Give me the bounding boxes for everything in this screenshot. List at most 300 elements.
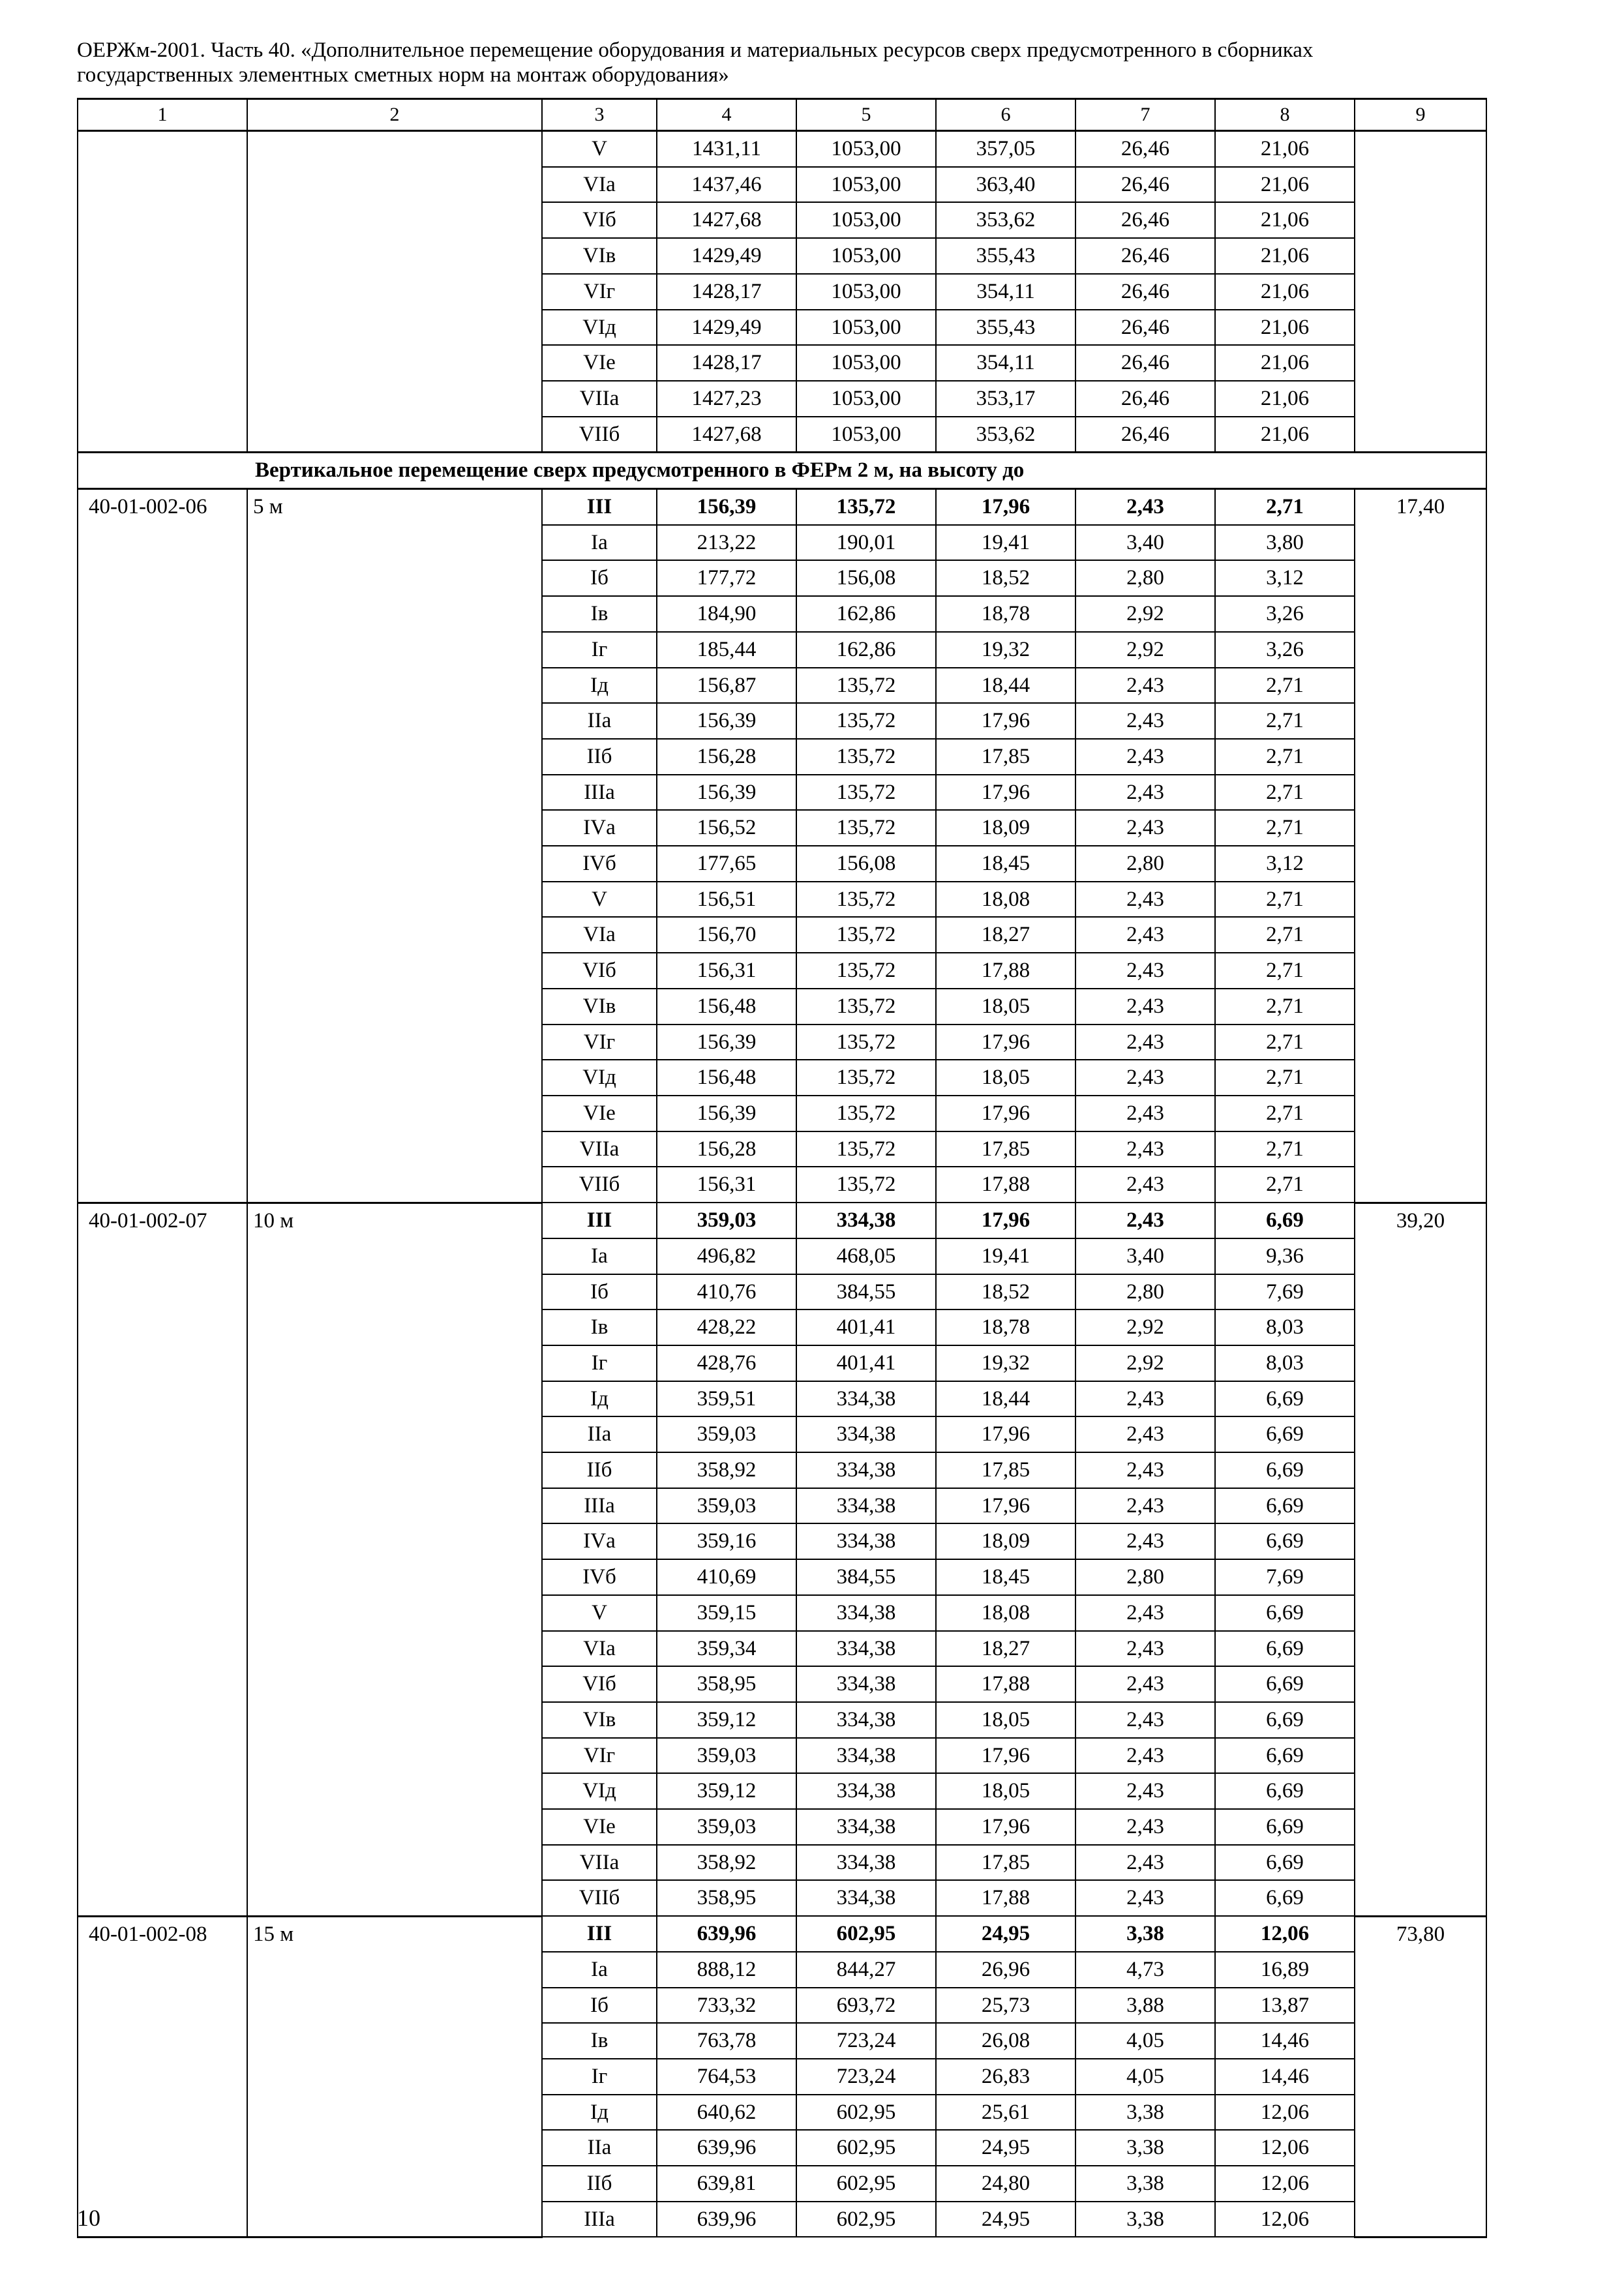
zone-cell: VIе: [542, 1809, 657, 1845]
col-6-cell: 18,05: [936, 1060, 1075, 1096]
zone-cell: Iв: [542, 1309, 657, 1345]
name-cell: [247, 1595, 542, 1631]
col-5-cell: 723,24: [796, 2023, 936, 2059]
col-9-cell: [1355, 1523, 1486, 1559]
col-4-cell: 410,69: [657, 1559, 796, 1595]
code-cell: [78, 1595, 247, 1631]
col-4-cell: 156,48: [657, 1060, 796, 1096]
code-cell: [78, 775, 247, 811]
col-4-cell: 763,78: [657, 2023, 796, 2059]
col-6-cell: 19,41: [936, 1238, 1075, 1274]
col-8-cell: 6,69: [1215, 1488, 1355, 1524]
zone-cell: III: [542, 1203, 657, 1238]
col-4-cell: 358,95: [657, 1880, 796, 1916]
col-6-cell: 354,11: [936, 274, 1075, 310]
col-5-cell: 334,38: [796, 1845, 936, 1881]
col-9-cell: [1355, 1131, 1486, 1167]
name-cell: [247, 632, 542, 668]
col-8-cell: 2,71: [1215, 775, 1355, 811]
col-6-cell: 19,32: [936, 1345, 1075, 1381]
col-9-cell: 39,20: [1355, 1203, 1486, 1238]
col-9-cell: [1355, 668, 1486, 704]
col-8-cell: 6,69: [1215, 1702, 1355, 1738]
name-cell: [247, 2095, 542, 2131]
col-5-cell: 162,86: [796, 596, 936, 632]
col-8-cell: 2,71: [1215, 1060, 1355, 1096]
col-7-cell: 3,88: [1075, 1988, 1215, 2024]
col-9-cell: [1355, 274, 1486, 310]
code-cell: [78, 310, 247, 346]
table-row: [78, 1845, 1486, 1881]
col-6-cell: 25,73: [936, 1988, 1075, 2024]
table-row: [78, 1702, 1486, 1738]
col-6-cell: 18,45: [936, 1559, 1075, 1595]
col-5-cell: 334,38: [796, 1381, 936, 1417]
col-4-cell: 1437,46: [657, 167, 796, 203]
col-7-cell: 26,46: [1075, 202, 1215, 238]
table-row: [78, 989, 1486, 1025]
code-cell: [78, 417, 247, 453]
col-4-cell: 359,34: [657, 1631, 796, 1667]
col-6-cell: 24,80: [936, 2166, 1075, 2202]
col-7-cell: 2,80: [1075, 560, 1215, 596]
col-7-cell: 2,43: [1075, 989, 1215, 1025]
col-6-cell: 17,88: [936, 1880, 1075, 1916]
table-row: [78, 1452, 1486, 1488]
code-cell: [78, 1060, 247, 1096]
col-4-cell: 359,12: [657, 1702, 796, 1738]
zone-cell: Iд: [542, 1381, 657, 1417]
column-number: 2: [247, 99, 542, 131]
zone-cell: IIб: [542, 2166, 657, 2202]
col-5-cell: 334,38: [796, 1595, 936, 1631]
col-5-cell: 334,38: [796, 1631, 936, 1667]
col-5-cell: 384,55: [796, 1559, 936, 1595]
table-row: [78, 560, 1486, 596]
col-4-cell: 1427,68: [657, 417, 796, 453]
col-4-cell: 185,44: [657, 632, 796, 668]
code-cell: [78, 1131, 247, 1167]
name-cell: [247, 2059, 542, 2095]
col-7-cell: 2,43: [1075, 1880, 1215, 1916]
col-8-cell: 2,71: [1215, 739, 1355, 775]
name-cell: [247, 1738, 542, 1774]
zone-cell: VIд: [542, 310, 657, 346]
col-5-cell: 1053,00: [796, 131, 936, 167]
table-row: [78, 1809, 1486, 1845]
col-7-cell: 2,43: [1075, 1523, 1215, 1559]
col-9-cell: [1355, 953, 1486, 989]
col-7-cell: 2,43: [1075, 1488, 1215, 1524]
col-8-cell: 21,06: [1215, 345, 1355, 381]
col-9-cell: [1355, 345, 1486, 381]
col-8-cell: 21,06: [1215, 167, 1355, 203]
zone-cell: IIIа: [542, 775, 657, 811]
zone-cell: III: [542, 1916, 657, 1952]
col-9-cell: [1355, 2166, 1486, 2202]
col-6-cell: 19,41: [936, 525, 1075, 561]
table-row: [78, 1416, 1486, 1452]
col-5-cell: 135,72: [796, 739, 936, 775]
col-9-cell: [1355, 1595, 1486, 1631]
col-5-cell: 401,41: [796, 1309, 936, 1345]
zone-cell: V: [542, 882, 657, 918]
zone-cell: VIа: [542, 1631, 657, 1667]
zone-cell: Iб: [542, 1274, 657, 1310]
table-row: [78, 739, 1486, 775]
col-9-cell: [1355, 775, 1486, 811]
name-cell: [247, 668, 542, 704]
name-cell: [247, 381, 542, 417]
col-6-cell: 18,78: [936, 1309, 1075, 1345]
column-number: 4: [657, 99, 796, 131]
col-4-cell: 156,28: [657, 739, 796, 775]
name-cell: [247, 1381, 542, 1417]
name-cell: [247, 1274, 542, 1310]
table-row: [78, 131, 1486, 167]
zone-cell: VIIб: [542, 1880, 657, 1916]
col-4-cell: 156,48: [657, 989, 796, 1025]
col-4-cell: 213,22: [657, 525, 796, 561]
zone-cell: VIд: [542, 1060, 657, 1096]
table-row: [78, 1595, 1486, 1631]
name-cell: 5 м: [247, 489, 542, 525]
col-8-cell: 6,69: [1215, 1809, 1355, 1845]
col-4-cell: 359,12: [657, 1773, 796, 1809]
col-7-cell: 2,43: [1075, 917, 1215, 953]
col-7-cell: 2,43: [1075, 703, 1215, 739]
col-5-cell: 135,72: [796, 668, 936, 704]
table-row: [78, 1381, 1486, 1417]
zone-cell: IVа: [542, 1523, 657, 1559]
col-5-cell: 602,95: [796, 2166, 936, 2202]
col-4-cell: 733,32: [657, 1988, 796, 2024]
table-row: [78, 1880, 1486, 1916]
col-5-cell: 334,38: [796, 1773, 936, 1809]
code-cell: [78, 1880, 247, 1916]
table-row: [78, 668, 1486, 704]
col-9-cell: [1355, 1452, 1486, 1488]
col-8-cell: 6,69: [1215, 1523, 1355, 1559]
col-4-cell: 156,39: [657, 775, 796, 811]
col-9-cell: [1355, 1167, 1486, 1203]
price-table-body: [78, 99, 1486, 2237]
column-number: 9: [1355, 99, 1486, 131]
table-row: [78, 310, 1486, 346]
code-cell: [78, 1738, 247, 1774]
col-4-cell: 358,92: [657, 1452, 796, 1488]
zone-cell: Iг: [542, 2059, 657, 2095]
zone-cell: VIг: [542, 1738, 657, 1774]
col-5-cell: 135,72: [796, 775, 936, 811]
col-5-cell: 135,72: [796, 989, 936, 1025]
column-number: 6: [936, 99, 1075, 131]
col-9-cell: [1355, 596, 1486, 632]
col-6-cell: 18,45: [936, 846, 1075, 882]
col-5-cell: 334,38: [796, 1416, 936, 1452]
zone-cell: IIIа: [542, 2202, 657, 2237]
col-6-cell: 24,95: [936, 2130, 1075, 2166]
price-table: [77, 98, 1487, 2238]
code-cell: [78, 274, 247, 310]
name-cell: [247, 1559, 542, 1595]
code-cell: [78, 1381, 247, 1417]
zone-cell: VIа: [542, 167, 657, 203]
col-9-cell: [1355, 417, 1486, 453]
code-cell: [78, 1631, 247, 1667]
col-9-cell: [1355, 381, 1486, 417]
code-cell: [78, 238, 247, 274]
col-9-cell: [1355, 1666, 1486, 1702]
section-blank-cell: [78, 453, 247, 489]
table-row: [78, 489, 1486, 525]
col-8-cell: 3,12: [1215, 560, 1355, 596]
table-row: [78, 596, 1486, 632]
table-row: [78, 2095, 1486, 2131]
col-9-cell: [1355, 1631, 1486, 1667]
col-7-cell: 2,43: [1075, 1738, 1215, 1774]
section-title: Вертикальное перемещение сверх предусмотренного в ФЕРм 2 м, на высоту до: [247, 453, 1486, 489]
zone-cell: Iг: [542, 1345, 657, 1381]
col-7-cell: 3,38: [1075, 2202, 1215, 2237]
zone-cell: VIIа: [542, 1845, 657, 1881]
col-7-cell: 2,80: [1075, 1559, 1215, 1595]
col-6-cell: 17,96: [936, 1416, 1075, 1452]
zone-cell: VIIа: [542, 381, 657, 417]
col-6-cell: 17,88: [936, 1167, 1075, 1203]
col-5-cell: 156,08: [796, 846, 936, 882]
col-7-cell: 2,43: [1075, 775, 1215, 811]
code-cell: [78, 202, 247, 238]
page-number: 10: [77, 2205, 100, 2231]
col-7-cell: 2,43: [1075, 1167, 1215, 1203]
col-7-cell: 2,43: [1075, 1809, 1215, 1845]
col-9-cell: [1355, 1488, 1486, 1524]
table-row: [78, 1773, 1486, 1809]
col-9-cell: [1355, 917, 1486, 953]
table-row: [78, 2166, 1486, 2202]
table-row: [78, 846, 1486, 882]
name-cell: [247, 417, 542, 453]
header-line-1: ОЕРЖм-2001. Часть 40. «Дополнительное перемещение оборудования и материальных ресурсов сверх предусмотренного в сборниках: [77, 38, 1314, 62]
col-9-cell: [1355, 739, 1486, 775]
col-8-cell: 6,69: [1215, 1631, 1355, 1667]
col-7-cell: 2,43: [1075, 668, 1215, 704]
col-4-cell: 358,92: [657, 1845, 796, 1881]
col-4-cell: 156,39: [657, 1025, 796, 1060]
zone-cell: VIг: [542, 274, 657, 310]
zone-cell: IIа: [542, 1416, 657, 1452]
col-6-cell: 357,05: [936, 131, 1075, 167]
col-6-cell: 17,85: [936, 1845, 1075, 1881]
table-row: [78, 417, 1486, 453]
col-4-cell: 1428,17: [657, 345, 796, 381]
document-header: [77, 38, 1499, 87]
col-9-cell: [1355, 1809, 1486, 1845]
col-9-cell: [1355, 1773, 1486, 1809]
col-5-cell: 135,72: [796, 1025, 936, 1060]
name-cell: [247, 238, 542, 274]
col-6-cell: 353,62: [936, 202, 1075, 238]
code-cell: [78, 882, 247, 918]
name-cell: [247, 882, 542, 918]
name-cell: [247, 2023, 542, 2059]
col-7-cell: 2,43: [1075, 1666, 1215, 1702]
name-cell: [247, 1452, 542, 1488]
col-5-cell: 602,95: [796, 1916, 936, 1952]
col-9-cell: [1355, 810, 1486, 846]
col-4-cell: 156,39: [657, 489, 796, 525]
zone-cell: IIа: [542, 2130, 657, 2166]
code-cell: [78, 2059, 247, 2095]
col-7-cell: 2,43: [1075, 810, 1215, 846]
zone-cell: VIа: [542, 917, 657, 953]
col-9-cell: [1355, 131, 1486, 167]
zone-cell: IVб: [542, 846, 657, 882]
col-8-cell: 3,80: [1215, 525, 1355, 561]
code-cell: [78, 2202, 247, 2237]
col-6-cell: 19,32: [936, 632, 1075, 668]
col-6-cell: 17,96: [936, 1203, 1075, 1238]
col-9-cell: [1355, 167, 1486, 203]
table-row: [78, 345, 1486, 381]
col-8-cell: 21,06: [1215, 202, 1355, 238]
col-5-cell: 1053,00: [796, 274, 936, 310]
table-row: [78, 1488, 1486, 1524]
zone-cell: VIг: [542, 1025, 657, 1060]
col-7-cell: 26,46: [1075, 131, 1215, 167]
col-8-cell: 6,69: [1215, 1666, 1355, 1702]
table-row: [78, 1559, 1486, 1595]
table-row: [78, 1096, 1486, 1131]
col-4-cell: 1431,11: [657, 131, 796, 167]
col-4-cell: 428,22: [657, 1309, 796, 1345]
col-8-cell: 2,71: [1215, 917, 1355, 953]
code-cell: 40-01-002-07: [78, 1203, 247, 1238]
col-4-cell: 359,03: [657, 1809, 796, 1845]
col-4-cell: 496,82: [657, 1238, 796, 1274]
col-6-cell: 355,43: [936, 310, 1075, 346]
col-9-cell: [1355, 2130, 1486, 2166]
code-cell: [78, 739, 247, 775]
col-4-cell: 156,39: [657, 703, 796, 739]
col-8-cell: 6,69: [1215, 1452, 1355, 1488]
col-9-cell: [1355, 1416, 1486, 1452]
code-cell: [78, 953, 247, 989]
col-7-cell: 2,43: [1075, 1773, 1215, 1809]
col-5-cell: 135,72: [796, 1131, 936, 1167]
col-9-cell: 17,40: [1355, 489, 1486, 525]
name-cell: [247, 131, 542, 167]
col-8-cell: 6,69: [1215, 1845, 1355, 1881]
name-cell: [247, 525, 542, 561]
name-cell: [247, 274, 542, 310]
col-7-cell: 3,38: [1075, 1916, 1215, 1952]
name-cell: [247, 846, 542, 882]
col-5-cell: 334,38: [796, 1452, 936, 1488]
col-6-cell: 25,61: [936, 2095, 1075, 2131]
name-cell: [247, 1845, 542, 1881]
column-number: 3: [542, 99, 657, 131]
name-cell: [247, 703, 542, 739]
col-8-cell: 21,06: [1215, 381, 1355, 417]
zone-cell: VIе: [542, 345, 657, 381]
col-6-cell: 24,95: [936, 1916, 1075, 1952]
col-6-cell: 17,88: [936, 1666, 1075, 1702]
col-7-cell: 2,43: [1075, 489, 1215, 525]
table-row: [78, 703, 1486, 739]
code-cell: [78, 1345, 247, 1381]
col-6-cell: 17,96: [936, 1096, 1075, 1131]
col-8-cell: 16,89: [1215, 1952, 1355, 1988]
col-4-cell: 639,96: [657, 2202, 796, 2237]
code-cell: [78, 1523, 247, 1559]
col-6-cell: 17,96: [936, 1488, 1075, 1524]
col-6-cell: 26,08: [936, 2023, 1075, 2059]
col-8-cell: 2,71: [1215, 668, 1355, 704]
col-4-cell: 156,28: [657, 1131, 796, 1167]
name-cell: [247, 2166, 542, 2202]
name-cell: [247, 1060, 542, 1096]
col-8-cell: 12,06: [1215, 2130, 1355, 2166]
col-7-cell: 2,43: [1075, 1203, 1215, 1238]
col-6-cell: 18,44: [936, 668, 1075, 704]
col-6-cell: 17,96: [936, 1025, 1075, 1060]
col-7-cell: 26,46: [1075, 238, 1215, 274]
col-4-cell: 410,76: [657, 1274, 796, 1310]
col-9-cell: [1355, 1952, 1486, 1988]
code-cell: [78, 1773, 247, 1809]
col-6-cell: 17,96: [936, 703, 1075, 739]
col-5-cell: 334,38: [796, 1666, 936, 1702]
zone-cell: Iа: [542, 1952, 657, 1988]
col-8-cell: 13,87: [1215, 1988, 1355, 2024]
zone-cell: Iб: [542, 1988, 657, 2024]
col-4-cell: 640,62: [657, 2095, 796, 2131]
col-4-cell: 359,03: [657, 1488, 796, 1524]
col-9-cell: [1355, 238, 1486, 274]
code-cell: [78, 1488, 247, 1524]
col-4-cell: 184,90: [657, 596, 796, 632]
zone-cell: IIб: [542, 739, 657, 775]
col-6-cell: 18,44: [936, 1381, 1075, 1417]
col-8-cell: 14,46: [1215, 2023, 1355, 2059]
table-row: [78, 1167, 1486, 1203]
col-8-cell: 12,06: [1215, 2166, 1355, 2202]
zone-cell: VIд: [542, 1773, 657, 1809]
table-row: [78, 953, 1486, 989]
name-cell: [247, 202, 542, 238]
col-8-cell: 9,36: [1215, 1238, 1355, 1274]
table-row: [78, 882, 1486, 918]
col-8-cell: 6,69: [1215, 1595, 1355, 1631]
table-row: [78, 202, 1486, 238]
col-9-cell: [1355, 632, 1486, 668]
code-cell: [78, 668, 247, 704]
col-6-cell: 17,85: [936, 739, 1075, 775]
code-cell: [78, 1845, 247, 1881]
col-7-cell: 26,46: [1075, 167, 1215, 203]
col-6-cell: 18,08: [936, 882, 1075, 918]
col-9-cell: [1355, 1559, 1486, 1595]
col-7-cell: 3,38: [1075, 2166, 1215, 2202]
col-4-cell: 639,81: [657, 2166, 796, 2202]
col-5-cell: 693,72: [796, 1988, 936, 2024]
code-cell: [78, 1809, 247, 1845]
col-6-cell: 18,52: [936, 560, 1075, 596]
code-cell: [78, 846, 247, 882]
name-cell: [247, 989, 542, 1025]
